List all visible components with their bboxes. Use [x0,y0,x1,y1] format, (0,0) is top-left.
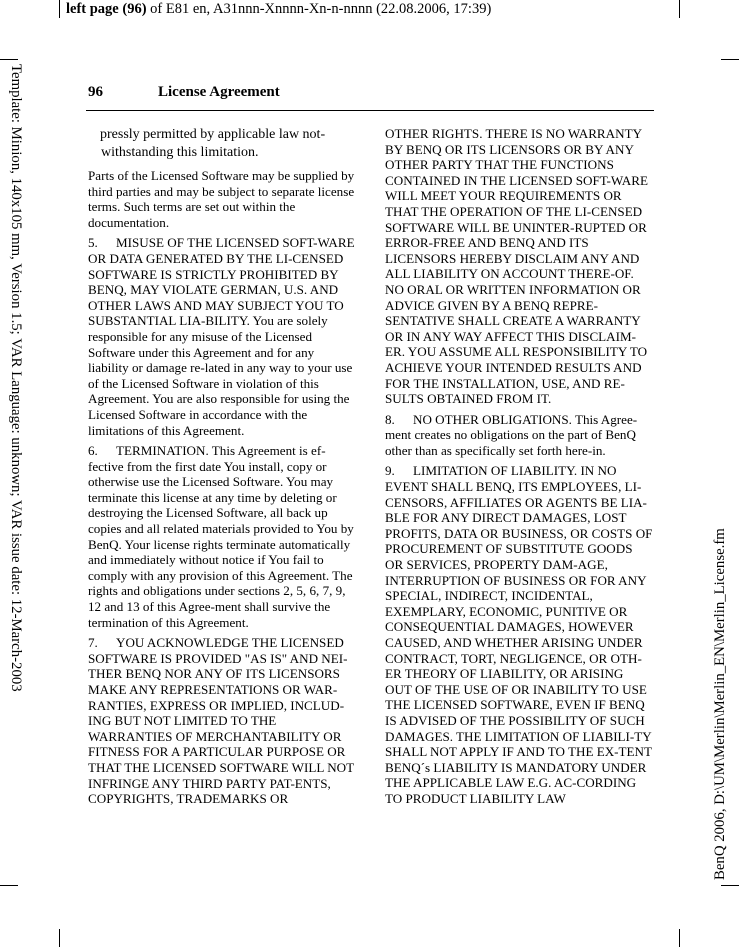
print-header-page: left page (96) [66,1,147,17]
section-8 [385,412,653,459]
section-number: 5. [88,235,98,251]
crop-mark [721,59,739,60]
crop-mark [679,929,680,947]
section-number: 7. [88,635,98,651]
file-path-margin-note: BenQ 2006, D:\UM\Merlin\Merlin_EN\Merlin_License.fm [712,528,728,880]
page-number: 96 [88,84,103,100]
crop-mark [679,0,680,18]
section-text: YOU ACKNOWLEDGE THE LICENSED SOFTWARE IS PROVIDED "AS IS" AND NEI-THER BENQ NOR ANY OF ITS LICENSORS MAKE ANY REPRESENTATIONS OR WAR-RANTIES, EXPRESS OR IMPLIED, INCLUD-ING BUT NOT LIMITED TO THE WARRANTIES OF MERCHANTABILITY OR FITNESS FOR A PARTICULAR PURPOSE OR THAT THE LICENSED SOFTWARE WILL NOT INFRINGE ANY THIRD PARTY PAT-ENTS, COPYRIGHTS, TRADEMARKS OR [88,635,354,807]
section-9 [385,463,653,806]
section-text: TERMINATION. This Agreement is ef-fective from the first date You install, copy or otherwise use the Licensed Software. You may terminate this license at any time by deleting or destroying the Licensed Software, all back up copies and all related materials provided to You by BenQ. Your license rights terminate automatically and immediately without notice if You fail to comply with any provision of this Agreement. The rights and obligations under sections 2, 5, 6, 7, 9, 12 and 13 of this Agree-ment shall survive the termination of this Agreement. [88,443,354,630]
crop-mark [0,885,18,886]
section-7 [88,635,356,807]
header-rule [86,110,654,111]
section-6 [88,443,356,630]
print-header-details: of E81 en, A31nnn-Xnnnn-Xn-n-nnnn (22.08.2006, 17:39) [146,1,492,17]
crop-mark [59,0,60,18]
section-7-continued: OTHER RIGHTS. THERE IS NO WARRANTY BY BENQ OR ITS LICENSORS OR BY ANY OTHER PARTY THAT THE FUNCTIONS CONTAINED IN THE LICENSED SOFT-WARE WILL MEET YOUR REQUIREMENTS OR THAT THE OPERATION OF THE LI-CENSED SOFTWARE WILL BE UNINTER-RUPTED OR ERROR-FREE AND BENQ AND ITS LICENSORS HEREBY DISCLAIM ANY AND ALL LIABILITY ON ACCOUNT THERE-OF. NO ORAL OR WRITTEN INFORMATION OR ADVICE GIVEN BY A BENQ REPRE-SENTATIVE SHALL CREATE A WARRANTY OR IN ANY WAY AFFECT THIS DISCLAIM-ER. YOU ASSUME ALL RESPONSIBILITY TO ACHIEVE YOUR INTENDED RESULTS AND FOR THE INSTALLATION, USE, AND RE-SULTS OBTAINED FROM IT. [385,126,648,407]
section-number: 8. [385,411,395,427]
running-title: License Agreement [158,84,280,100]
print-header [66,1,491,18]
crop-mark [721,885,739,886]
section-text: LIMITATION OF LIABILITY. IN NO EVENT SHALL BENQ, ITS EMPLOYEES, LI-CENSORS, AFFILIATES OR AGENTS BE LIA-BLE FOR ANY DIRECT DAMAGES, LOST PROFITS, DATA OR BUSINESS, OR COSTS OF PROCUREMENT OF SUBSTITUTE GOODS OR SERVICES, PROPERTY DAM-AGE, INTERRUPTION OF BUSINESS OR FOR ANY SPECIAL, INDIRECT, INCIDENTAL, EXEMPLARY, ECONOMIC, PUNITIVE OR CONSEQUENTIAL DAMAGES, HOWEVER CAUSED, AND WHETHER ARISING UNDER CONTRACT, TORT, NEGLIGENCE, OR OTH-ER THEORY OF LIABILITY, OR ARISING OUT OF THE USE OF OR INABILITY TO USE THE LICENSED SOFTWARE, EVEN IF BENQ IS ADVISED OF THE POSSIBILITY OF SUCH DAMAGES. THE LIMITATION OF LIABILI-TY SHALL NOT APPLY IF AND TO THE EX-TENT BENQ´s LIABILITY IS MANDATORY UNDER THE APPLICABLE LAW E.G. AC-CORDING TO PRODUCT LIABILITY LAW [385,463,653,806]
paragraph-continuation: pressly permitted by applicable law not-withstanding this limitation. [100,127,326,160]
right-column [385,126,653,812]
section-5 [88,235,356,438]
crop-mark [0,59,18,60]
crop-mark [59,929,60,947]
section-text: MISUSE OF THE LICENSED SOFT-WARE OR DATA GENERATED BY THE LI-CENSED SOFTWARE IS STRICTLY PROHIBITED BY BENQ, MAY VIOLATE GERMAN, U.S. AND OTHER LAWS AND MAY SUBJECT YOU TO SUBSTANTIAL LIA-BILITY. You are solely responsible for any misuse of the Licensed Software under this Agreement and for any liability or damage re-lated in any way to your use of the Licensed Software in violation of this Agreement. You are also responsible for using the Licensed Software in accordance with the limitations of this Agreement. [88,235,355,438]
section-text: NO OTHER OBLIGATIONS. This Agree-ment creates no obligations on the part of BenQ other than as specifically set forth here-in. [385,411,638,458]
section-number: 9. [385,463,395,479]
section-number: 6. [88,443,98,459]
left-column [88,126,356,812]
template-margin-note: Template: Minion, 140x105 mm, Version 1.5; VAR Language: unknown; VAR issue date: 12-March-2003 [8,64,24,692]
paragraph-third-party: Parts of the Licensed Software may be supplied by third parties and may be subject to separate license terms. Such terms are set out within the documentation. [88,168,355,230]
